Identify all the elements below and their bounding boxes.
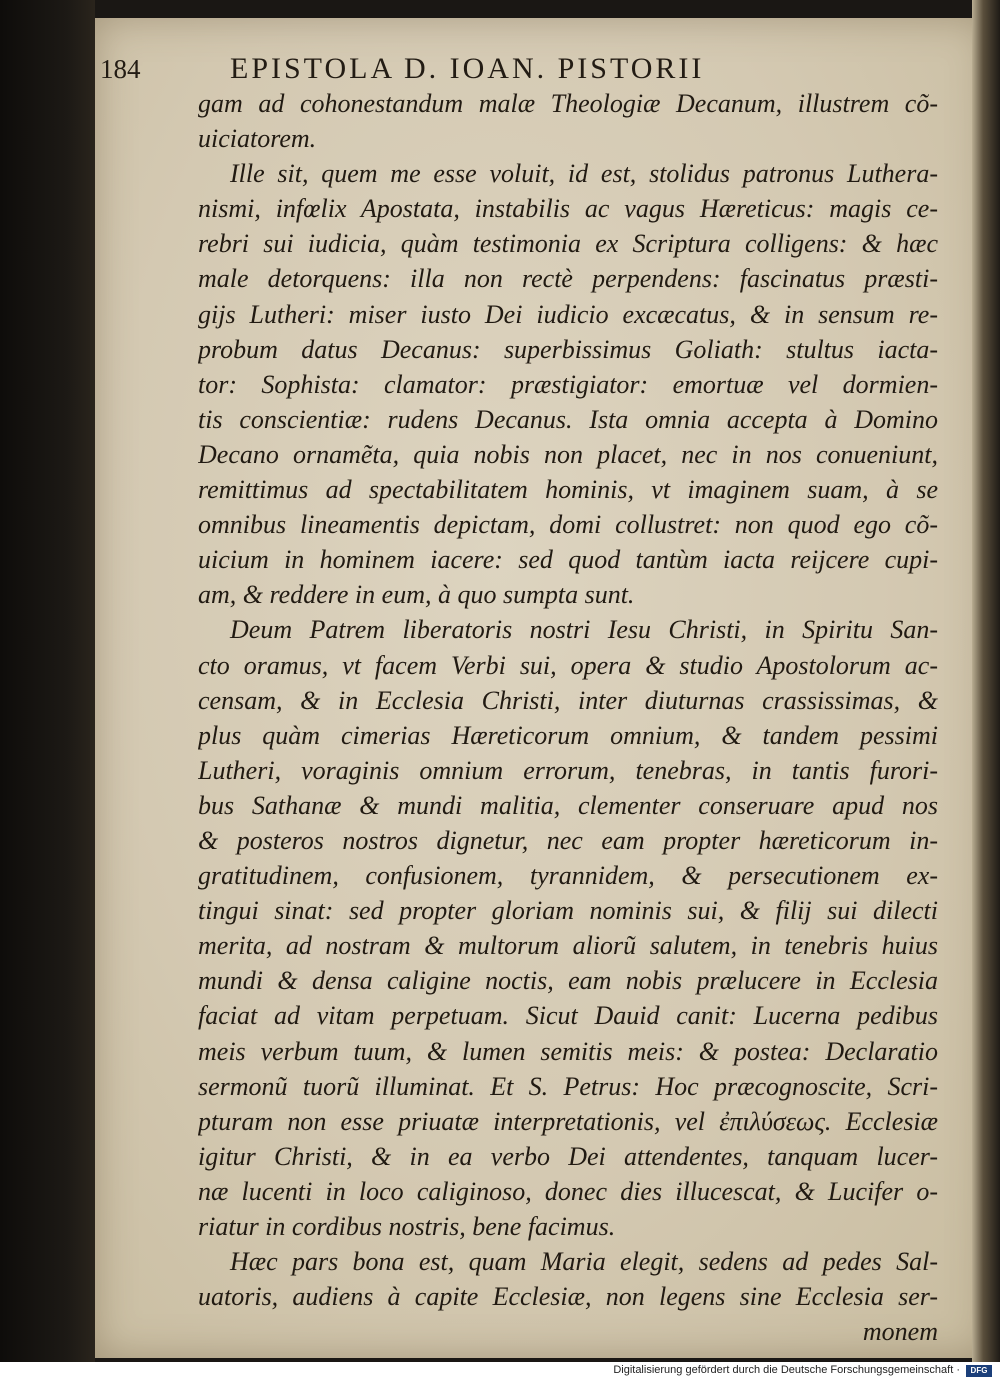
text-line: remittimus ad spectabilitatem hominis, vt imaginem suam, à se xyxy=(198,475,938,505)
text-line: gratitudinem, confusionem, tyrannidem, & persecutionem ex- xyxy=(198,861,938,891)
digitization-footer xyxy=(0,1362,1000,1380)
text-line: igitur Christi, & in ea verbo Dei attendentes, tanquam lucer- xyxy=(198,1141,938,1171)
text-line: merita, ad nostram & multorum aliorũ salutem, in tenebris huius xyxy=(198,931,938,961)
text-line: male detorquens: illa non rectè perpendens: fascinatus præsti- xyxy=(198,264,938,294)
text-line: tor: Sophista: clamator: præstigiator: emortuæ vel dormien- xyxy=(198,369,938,399)
text-line: gam ad cohonestandum malæ Theologiæ Decanum, illustrem cõ- xyxy=(198,89,938,118)
text-line: pturam non esse priuatæ interpretationis, vel ἐπιλύσεως. Ecclesiæ xyxy=(198,1106,938,1136)
text-line: bus Sathanæ & mundi malitia, clementer conseruare apud nos xyxy=(198,790,938,820)
text-line: nismi, infœlix Apostata, instabilis ac vagus Hæreticus: magis ce- xyxy=(198,194,938,224)
text-line: cto oramus, vt facem Verbi sui, opera & studio Apostolorum ac- xyxy=(198,650,938,680)
running-head: EPISTOLA D. IOAN. PISTORII xyxy=(230,52,705,85)
text-line: sermonũ tuorũ illuminat. Et S. Petrus: Hoc præcognoscite, Scri- xyxy=(198,1071,938,1101)
text-line: tis conscientiæ: rudens Decanus. Ista omnia accepta à Domino xyxy=(198,404,938,434)
text-line: uatoris, audiens à capite Ecclesiæ, non legens sine Ecclesia ser- xyxy=(198,1282,938,1312)
page-right-edge xyxy=(972,0,1000,1362)
text-line: Ille sit, quem me esse voluit, id est, stolidus patronus Luthera- xyxy=(230,159,938,189)
text-line: meis verbum tuum, & lumen semitis meis: & postea: Declaratio xyxy=(198,1036,938,1066)
text-line: tingui sinat: sed propter gloriam nominis sui, & filij sui dilecti xyxy=(198,896,938,926)
catchword: monem xyxy=(862,1317,938,1347)
text-line: omnibus lineamentis depictam, domi collustret: non quod ego cõ- xyxy=(198,510,938,540)
funding-credit: Digitalisierung gefördert durch die Deutsche Forschungsgemeinschaft · xyxy=(613,1364,960,1376)
text-line: uiciatorem. xyxy=(198,124,317,154)
text-line: riatur in cordibus nostris, bene facimus. xyxy=(198,1212,616,1241)
dfg-logo-icon: DFG xyxy=(966,1365,992,1377)
text-line: & posteros nostros dignetur, nec eam propter hæreticorum in- xyxy=(198,825,938,855)
page-number: 184 xyxy=(100,54,141,84)
text-line: censam, & in Ecclesia Christi, inter diuturnas crassissimas, & xyxy=(198,685,938,715)
text-line: Hæc pars bona est, quam Maria elegit, sedens ad pedes Sal- xyxy=(230,1247,938,1277)
text-line: am, & reddere in eum, à quo sumpta sunt. xyxy=(198,580,635,610)
text-line: Decano ornamẽta, quia nobis non placet, nec in nos conueniunt, xyxy=(198,439,938,469)
text-line: probum datus Decanus: superbissimus Goliath: stultus iacta- xyxy=(198,334,938,364)
text-line: faciat ad vitam perpetuam. Sicut Dauid canit: Lucerna pedibus xyxy=(198,1001,938,1031)
text-line: rebri sui iudicia, quàm testimonia ex Scriptura colligens: & hæc xyxy=(198,229,938,259)
scan-left-border xyxy=(0,0,95,1380)
text-line: uicium in hominem iacere: sed quod tantùm iacta reijcere cupi- xyxy=(198,545,938,575)
text-line: Deum Patrem liberatoris nostri Iesu Christi, in Spiritu San- xyxy=(230,615,938,645)
text-line: næ lucenti in loco caliginoso, donec dies illucescat, & Lucifer o- xyxy=(198,1176,938,1206)
text-line: Lutheri, voraginis omnium errorum, tenebras, in tantis furori- xyxy=(198,755,938,785)
body-text xyxy=(198,86,938,1349)
text-line: mundi & densa caligine noctis, eam nobis prælucere in Ecclesia xyxy=(198,966,938,996)
text-line: plus quàm cimerias Hæreticorum omnium, & tandem pessimi xyxy=(198,720,938,750)
text-line: gijs Lutheri: miser iusto Dei iudicio excæcatus, & in sensum re- xyxy=(198,299,938,329)
